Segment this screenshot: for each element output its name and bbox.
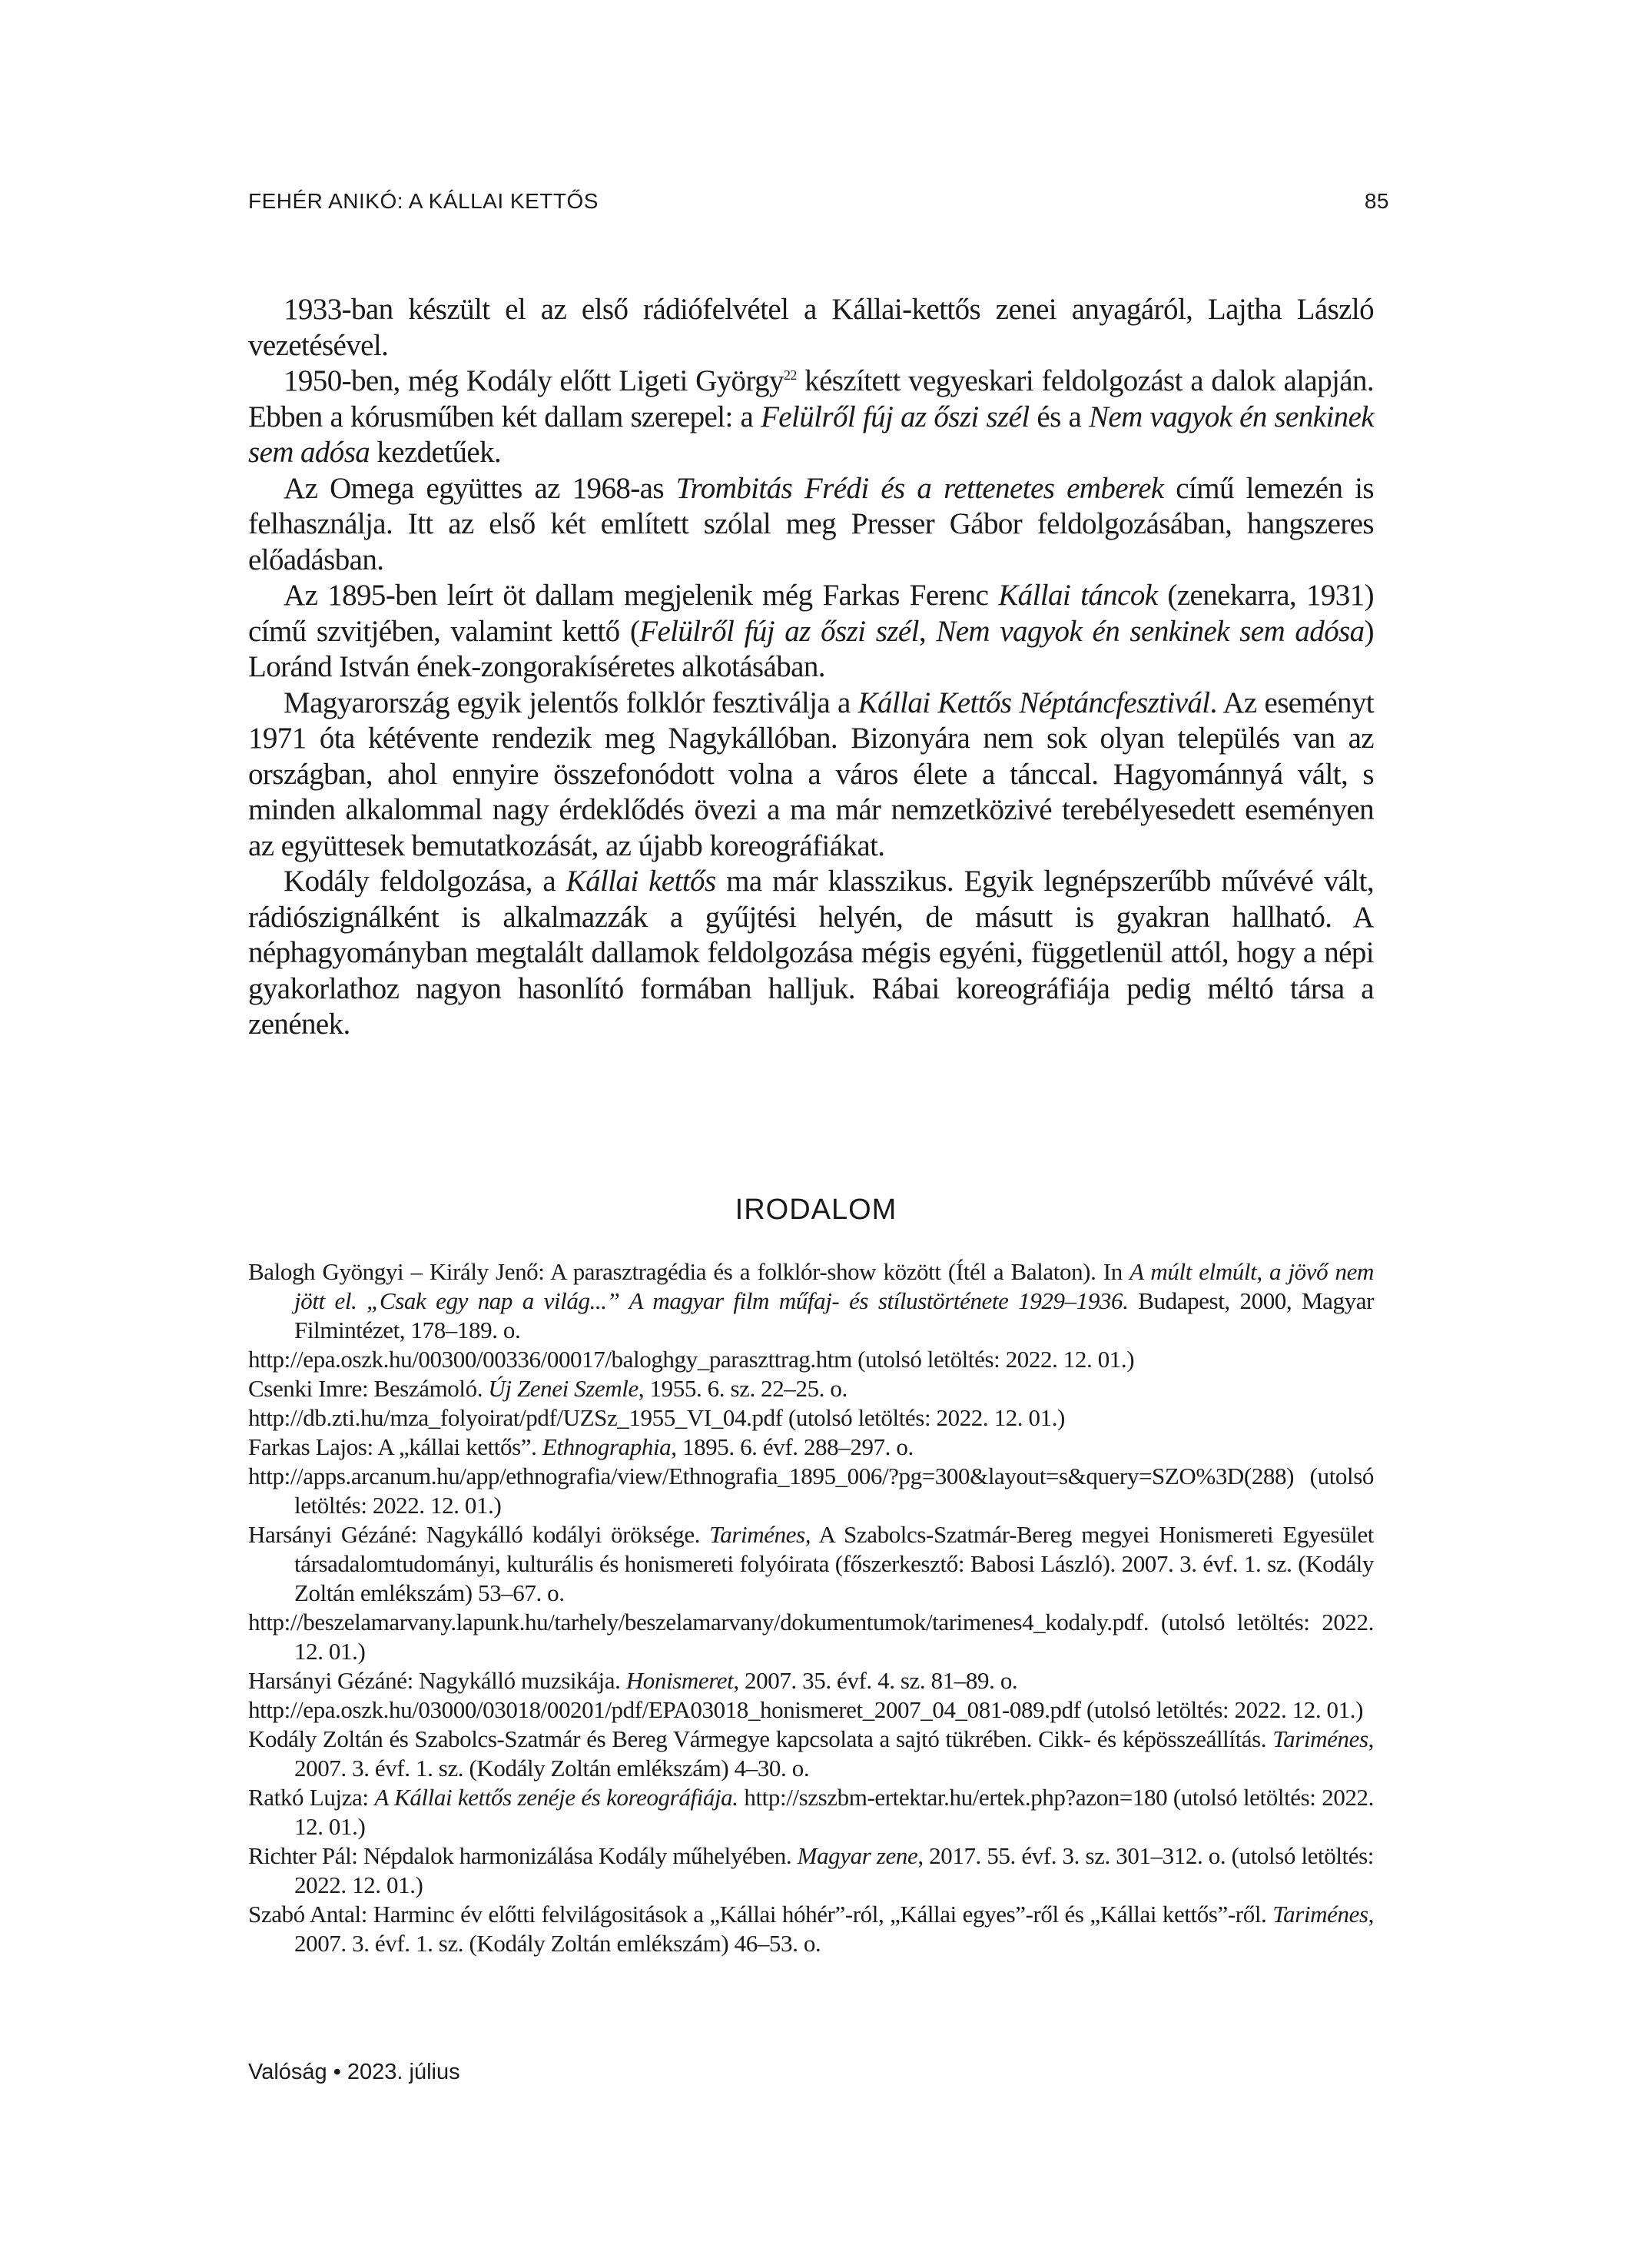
italic-title: Magyar zene: [797, 1842, 918, 1869]
reference-item: [248, 1257, 1374, 1374]
italic-title: Nem vagyok én senkinek sem adósa: [248, 400, 1375, 469]
paragraph: [248, 364, 1374, 471]
reference-item: [248, 1725, 1374, 1783]
italic-title: Új Zenei Szemle: [488, 1375, 639, 1402]
italic-title: Ethnographia: [542, 1433, 672, 1460]
text-run: ,: [918, 614, 937, 648]
references-heading: IRODALOM: [735, 1194, 897, 1226]
italic-title: Kállai táncok: [998, 579, 1158, 612]
text-run: . Az eseményt 1971 óta kétévente rendezik meg Nagykállóban. Bizonyára nem sok olyan település van az országban, ahol ennyire összefonódott volna a város élete a tánccal. Hagyománnyá vált, s minden alkalommal nagy érdeklődés övezi a ma már nemzetközivé terebélyesedett eseményen az együttesek bemutatkozását, az újabb koreográfiákat.: [248, 686, 1374, 862]
references-list: [248, 1257, 1374, 1958]
italic-title: Tariménes: [1272, 1901, 1368, 1928]
text-run: című lemezén is felhasználja. Itt az első két említett szólal meg Presser Gábor feldolgozásában, hangszeres előadásban.: [248, 471, 1374, 576]
italic-title: Kállai kettős: [566, 865, 716, 898]
reference-url[interactable]: http://db.zti.hu/mza_folyoirat/pdf/UZSz_1955_VI_04.pdf (utolsó letöltés: 2022. 12. 01.): [248, 1404, 1065, 1431]
italic-title: Felülről fúj az őszi szél: [761, 400, 1030, 433]
italic-title: Nem vagyok én senkinek sem adósa: [936, 614, 1365, 648]
text-run: http://szszbm-ertektar.hu/ertek.php?azon=180 (utolsó letöltés: 2022. 12. 01.): [294, 1784, 1375, 1840]
italic-title: Kállai Kettős Néptáncfesztivál: [857, 686, 1210, 719]
paragraph: [248, 864, 1374, 1043]
italic-title: Felülről fúj az őszi szél: [639, 614, 919, 648]
text-run: Richter Pál: Népdalok harmonizálása Kodály műhelyében.: [248, 1842, 798, 1869]
reference-item: [248, 1433, 1374, 1520]
reference-item: [248, 1520, 1374, 1666]
text-run: (zenekarra, 1931) című szvitjében, valamint kettő (: [248, 579, 1374, 648]
text-run: , 1895. 6. évf. 288–297. o.: [671, 1433, 914, 1460]
text-run: 1950-ben, még Kodály előtt Ligeti György: [284, 364, 784, 397]
text-run: Az Omega együttes az 1968-as: [284, 471, 676, 505]
text-run: 1933-ban készült el az első rádiófelvétel a Kállai-kettős zenei anyagáról, Lajtha László vezetésével.: [248, 293, 1374, 362]
text-run: Magyarország egyik jelentős folklór fesztiválja a: [284, 686, 858, 719]
text-run: , 2007. 35. évf. 4. sz. 81–89. o.: [733, 1667, 1018, 1694]
text-run: kezdetűek.: [370, 436, 502, 469]
text-run: Budapest, 2000, Magyar Filmintézet, 178–189. o.: [294, 1287, 1374, 1343]
italic-title: Honismeret: [625, 1667, 734, 1694]
text-run: és a: [1029, 400, 1089, 433]
paragraph: [248, 471, 1374, 579]
reference-url[interactable]: http://epa.oszk.hu/00300/00336/00017/baloghgy_paraszttrag.htm (utolsó letöltés: 2022. 12. 01.): [248, 1346, 1135, 1373]
reference-url[interactable]: http://beszelamarvany.lapunk.hu/tarhely/beszelamarvany/dokumentumok/tarimenes4_kodaly.pdf. (utolsó letöltés: 2022. 12. 01.): [248, 1609, 1374, 1665]
italic-title: Tariménes,: [709, 1521, 811, 1548]
italic-title: A múlt elmúlt, a jövő nem jött el. „Csak egy nap a világ...” A magyar film műfaj- és stílustörténete 1929–1936.: [294, 1258, 1374, 1314]
text-run: Kodály Zoltán és Szabolcs-Szatmár és Bereg Vármegye kapcsolata a sajtó tükrében. Cikk- és képösszeállítás.: [248, 1725, 1273, 1752]
reference-url[interactable]: http://epa.oszk.hu/03000/03018/00201/pdf/EPA03018_honismeret_2007_04_081-089.pdf (utolsó letöltés: 2022. 12. 01.): [248, 1696, 1364, 1723]
text-run: , 2007. 3. évf. 1. sz. (Kodály Zoltán emlékszám) 4–30. o.: [294, 1725, 1374, 1782]
reference-url[interactable]: http://apps.arcanum.hu/app/ethnografia/view/Ethnografia_1895_006/?pg=300&layout=s&query=SZO%3D(288) (utolsó letöltés: 2022. 12. 01.): [248, 1463, 1374, 1519]
page-number: 85: [1364, 189, 1389, 213]
italic-title: Trombitás Frédi és a rettenetes emberek: [675, 471, 1164, 505]
text-run: Farkas Lajos: A „kállai kettős”.: [248, 1433, 542, 1460]
reference-item: [248, 1783, 1374, 1841]
reference-item: [248, 1666, 1374, 1725]
text-run: A Szabolcs-Szatmár-Bereg megyei Honismereti Egyesület társadalomtudományi, kulturális és honismereti folyóirata (főszerkesztő: Babosi László). 2007. 3. évf. 1. sz. (Kodály Zoltán emlékszám) 53–67. o.: [294, 1521, 1375, 1606]
footnote-ref: 22: [783, 367, 797, 383]
text-run: készített vegyeskari feldolgozást a dalok alapján. Ebben a kórusműben két dallam szerepel: a: [248, 364, 1374, 433]
reference-item: [248, 1841, 1374, 1900]
text-run: Harsányi Gézáné: Nagykálló kodályi öröksége.: [248, 1521, 710, 1548]
text-run: Az 1895-ben leírt öt dallam megjelenik még Farkas Ferenc: [284, 579, 999, 612]
reference-item: [248, 1374, 1374, 1433]
text-run: , 2007. 3. évf. 1. sz. (Kodály Zoltán emlékszám) 46–53. o.: [294, 1901, 1374, 1957]
paragraph: [248, 686, 1374, 865]
text-run: Harsányi Gézáné: Nagykálló muzsikája.: [248, 1667, 626, 1694]
text-run: Csenki Imre: Beszámoló.: [248, 1375, 489, 1402]
text-run: ma már klasszikus. Egyik legnépszerűbb művévé vált, rádiószignálként is alkalmazzák a gyűjtési helyén, de másutt is gyakran hallható. A néphagyományban megtalált dallamok feldolgozása mégis egyéni, függetlenül attól, hogy a népi gyakorlathoz nagyon hasonlító formában halljuk. Rábai koreográfiája pedig méltó társa a zenének.: [248, 865, 1374, 1041]
paragraph: [248, 292, 1374, 364]
running-title: FEHÉR ANIKÓ: A KÁLLAI KETTŐS: [248, 189, 599, 213]
text-run: , 2017. 55. évf. 3. sz. 301–312. o. (utolsó letöltés: 2022. 12. 01.): [294, 1842, 1374, 1898]
text-run: , 1955. 6. sz. 22–25. o.: [638, 1375, 848, 1402]
text-run: Szabó Antal: Harminc év előtti felvilágositások a „Kállai hóhér”-ról, „Kállai egyes”-ről és „Kállai kettős”-ről.: [248, 1901, 1273, 1928]
text-run: Balogh Gyöngyi – Király Jenő: A parasztragédia és a folklór-show között (Ítél a Balaton). In: [248, 1258, 1130, 1285]
text-run: ) Loránd István ének-zongorakíséretes alkotásában.: [248, 614, 1374, 683]
page-footer: Valóság • 2023. július: [248, 2060, 460, 2084]
paragraph: [248, 578, 1374, 686]
article-body: [248, 292, 1374, 1043]
running-header: [248, 189, 1389, 220]
text-run: Kodály feldolgozása, a: [284, 865, 566, 898]
italic-title: Tariménes: [1272, 1725, 1368, 1752]
italic-title: A Kállai kettős zenéje és koreográfiája.: [374, 1784, 738, 1811]
text-run: Ratkó Lujza:: [248, 1784, 375, 1811]
reference-item: [248, 1900, 1374, 1958]
